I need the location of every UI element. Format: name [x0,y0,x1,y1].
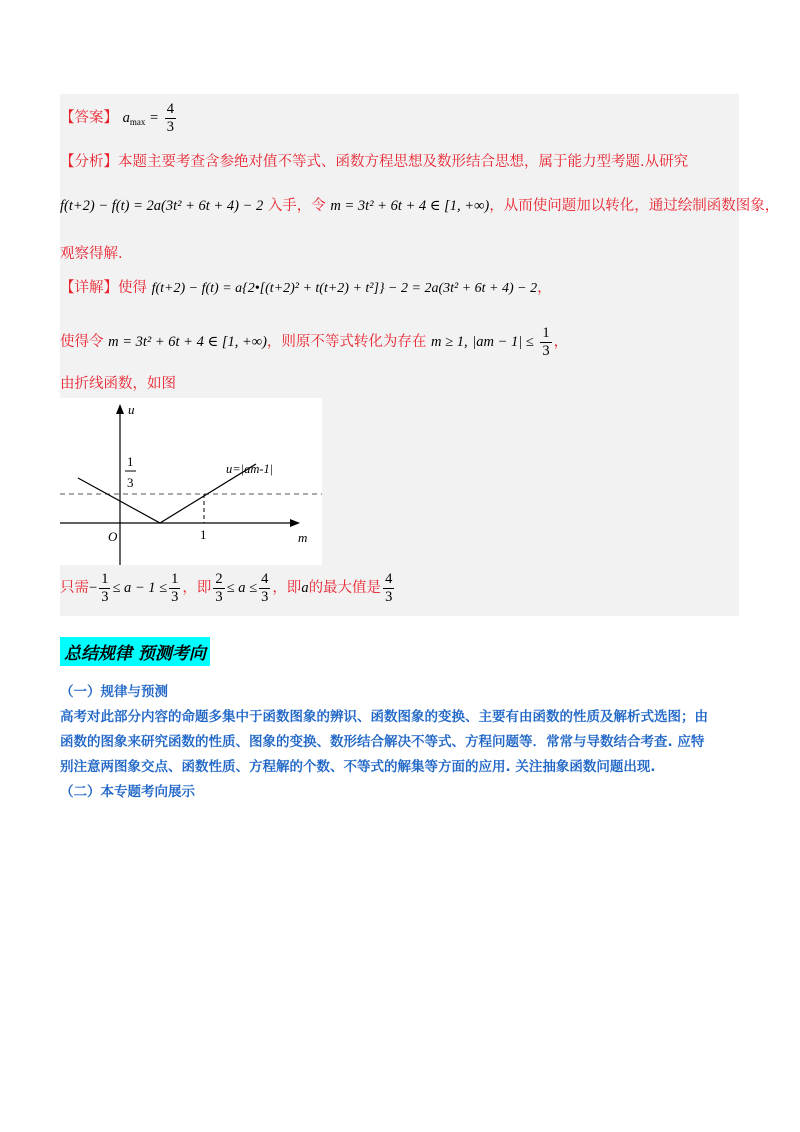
ineq2-den: 3 [215,588,223,605]
max-fraction [383,572,394,604]
origin-label: O [108,529,118,544]
ineq2-frac1 [213,572,224,604]
amax-var: a [122,110,130,126]
u-axis-label: u [128,402,135,417]
detail-line2-formula: m = 3t² + 6t + 4 ∈ [1, +∞) [108,334,267,350]
analysis-mid-text: 入手，令 [267,198,326,214]
analysis-formula: f(t+2) − f(t) = 2a(3t² + 6t + 4) − 2 [60,198,264,214]
summary-sub1: （一）规律与预测 [60,684,168,700]
detail-line2 [60,326,568,358]
amax-den: 3 [166,118,175,135]
max-num: 4 [385,571,393,587]
detail-line2-ineq: |am − 1| ≤ [472,334,534,350]
amax-num: 4 [166,101,175,117]
analysis-text: 本题主要考查含参绝对值不等式、函数方程思想及数形结合思想，属于能力型考题.从研究 [118,154,689,170]
summary-sub2: （二）本专题考向展示 [60,784,195,800]
amax-fraction [165,102,176,134]
analysis-tail-text: ，从而使问题加以转化，通过绘制函数图象， [489,198,780,214]
detail-line2-num: 1 [542,325,550,341]
ineq1-neg: − [89,580,98,596]
detail-line2-den: 3 [542,342,550,359]
graph-svg [60,398,322,565]
graph-figure [60,398,322,565]
summary-para-line1: 高考对此部分内容的命题多集中于函数图象的辨识、函数图象的变换、主要有由函数的性质及解析式选图；由 [60,709,708,725]
third-den: 3 [127,475,134,490]
amax-sub: max [129,117,146,127]
ineq1-num2: 1 [171,571,179,587]
detail-line3-text: 由折线函数，如图 [60,376,176,392]
detail-line2-cond: m ≥ 1, [431,334,468,350]
answer-line [60,102,178,134]
ineq1-den2: 3 [171,588,179,605]
ineq2-frac2 [259,572,270,604]
detail-line2-end: ， [553,334,569,350]
m-axis-label: m [298,530,308,545]
m1-label: 1 [200,527,207,542]
conclusion-tail: 的最大值是 [308,580,382,596]
detail-line1 [60,276,552,297]
u-axis-arrow [116,404,124,414]
summary-para-line3: 别注意两图象交点、函数性质、方程解的个数、不等式的解集等方面的应用. 关注抽象函数问题出现. [60,759,656,775]
m-axis-arrow [290,519,300,527]
analysis-line3 [60,242,123,263]
analysis-sub-formula: m = 3t² + 6t + 4 ∈ [1, +∞) [330,198,490,214]
ineq1-den: 3 [101,588,109,605]
curve-label: u=|am-1| [226,462,274,476]
ineq1-mid: ≤ a − 1 ≤ [112,580,168,596]
conclusion-lead: 只需 [60,580,89,596]
answer-label: 【答案】 [60,110,118,126]
detail-line3 [60,372,176,393]
analysis-label: 【分析】 [60,154,118,170]
conclusion-line [60,572,396,604]
summary-para-line2: 函数的图象来研究函数的性质、图象的变换、数形结合解决不等式、方程问题等．常常与导数结合考查. 应特 [60,734,705,750]
conclusion-sep1: ，即 [182,580,212,596]
answer-block [60,94,780,616]
ineq2-mid: ≤ a ≤ [226,580,258,596]
conclusion-sep2: ，即 [272,580,302,596]
analysis-line2 [60,194,779,215]
detail-line2-fraction [540,326,551,358]
ineq1-frac2 [169,572,180,604]
ineq1-frac1 [99,572,110,604]
ineq2-num: 2 [215,571,223,587]
detail-formula: f(t+2) − f(t) = a{2•[(t+2)² + t(t+2) + t²]} − 2 = 2a(3t² + 6t + 4) − 2 [151,281,538,296]
detail-lead: 使得 [118,280,147,296]
analysis-end-text: 观察得解. [60,246,123,262]
max-den: 3 [385,588,393,605]
analysis-line1 [60,150,688,171]
amax-eq: = [149,110,159,126]
summary-title: 总结规律 预测考向 [60,637,210,666]
ineq2-num2: 4 [261,571,269,587]
detail-comma: ， [537,280,552,296]
detail-line2-mid: ，则原不等式转化为存在 [266,334,427,350]
ineq1-num: 1 [101,571,109,587]
third-num: 1 [127,454,134,469]
conclusion-var-a: a [301,580,309,596]
detail-label: 【详解】 [60,280,118,296]
detail-line2-lead: 使得令 [60,334,104,350]
ineq2-den2: 3 [261,588,269,605]
